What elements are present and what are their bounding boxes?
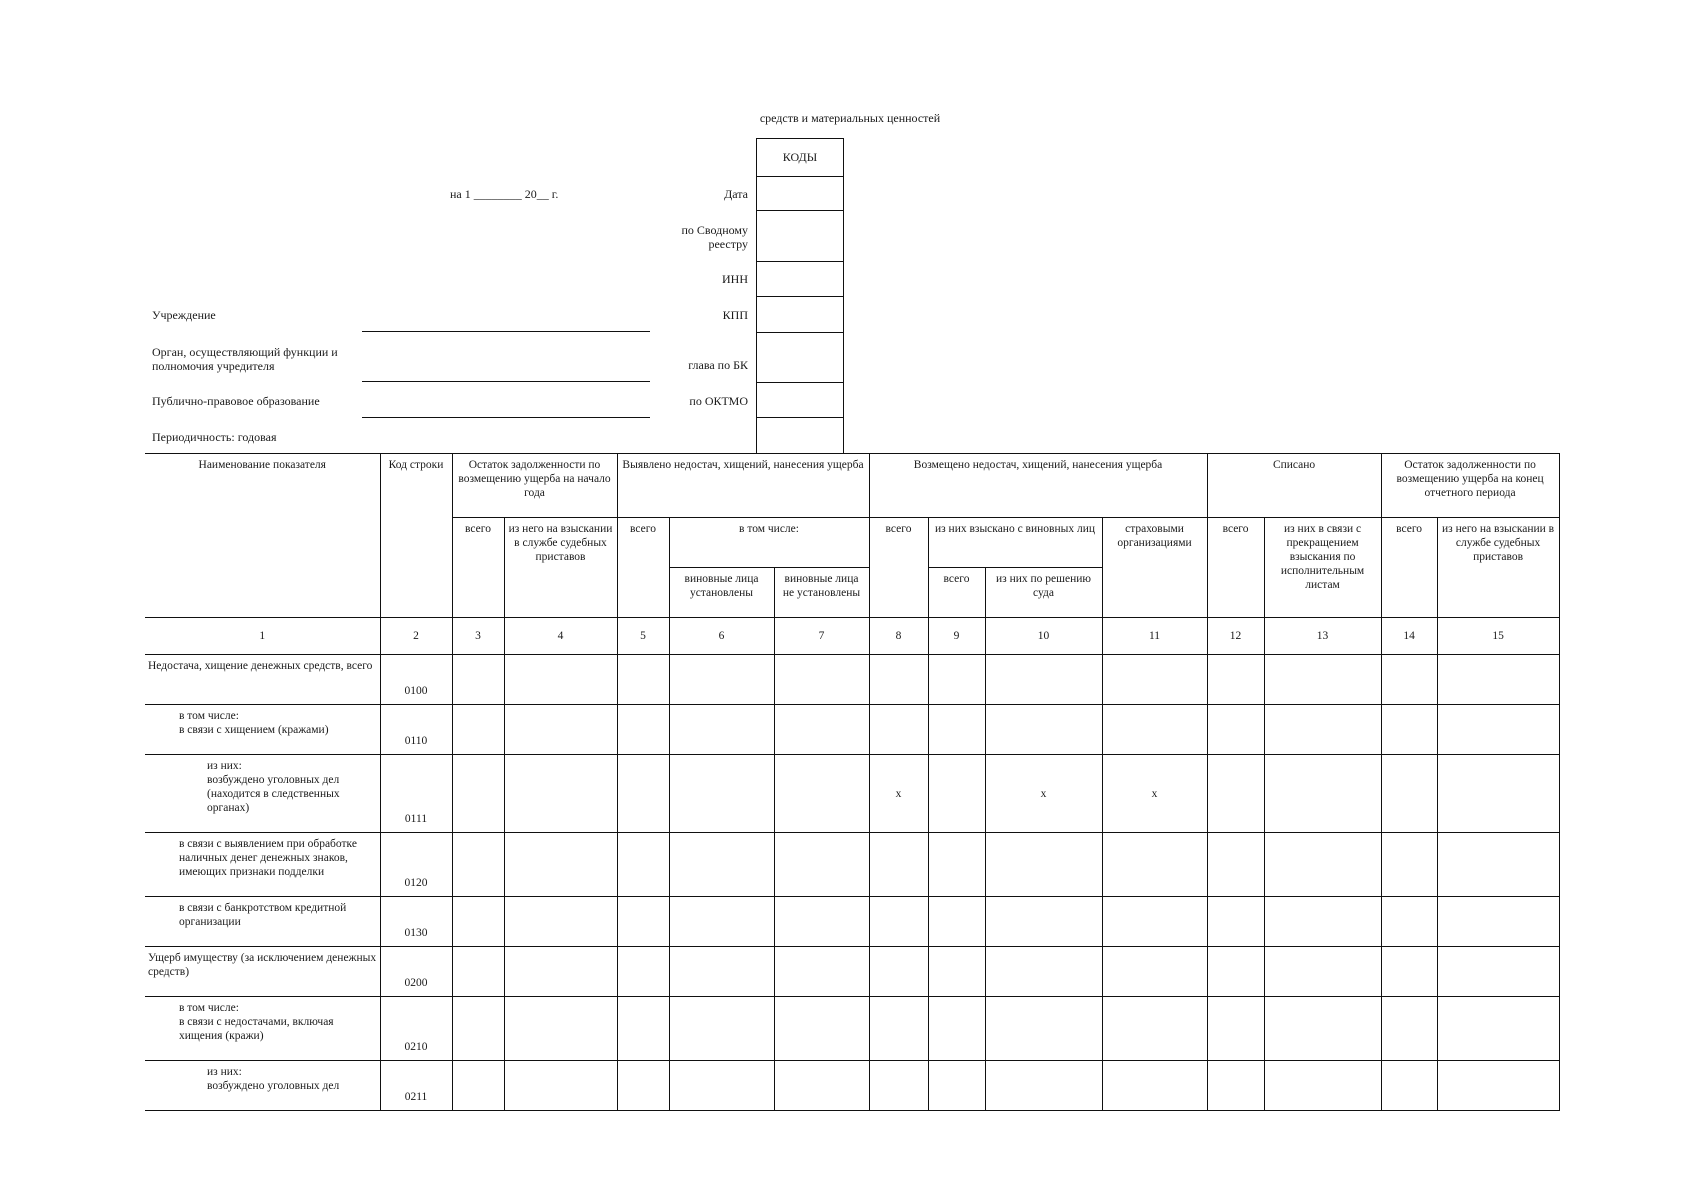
value-cell[interactable] (1381, 655, 1437, 705)
header-culprits-found: виновные лица установлены (669, 568, 774, 618)
row-code: 0200 (380, 947, 452, 997)
header-balance-start-bailiffs: из него на взыскании в службе судебных приставов (504, 518, 617, 618)
code-inn-field[interactable] (757, 262, 843, 297)
value-cell[interactable] (1207, 705, 1264, 755)
value-cell[interactable] (504, 755, 617, 833)
damage-report-table (145, 453, 1560, 1111)
value-cell[interactable] (869, 1061, 928, 1111)
codes-box (756, 138, 844, 454)
header-culprits-not-found: виновные лица не установлены (774, 568, 869, 618)
value-cell[interactable] (1381, 947, 1437, 997)
value-cell[interactable] (1437, 1061, 1559, 1111)
value-cell[interactable] (869, 897, 928, 947)
value-cell[interactable] (1102, 833, 1207, 897)
value-cell[interactable] (774, 947, 869, 997)
value-cell[interactable] (617, 655, 669, 705)
table-row (145, 705, 1559, 755)
value-cell[interactable] (617, 755, 669, 833)
value-cell[interactable] (774, 705, 869, 755)
value-cell[interactable] (1264, 755, 1381, 833)
header-compensated: Возмещено недостач, хищений, нанесения ущерба (869, 454, 1207, 518)
row-code: 0211 (380, 1061, 452, 1111)
header-written-off-total: всего (1207, 518, 1264, 618)
label-institution: Учреждение (152, 308, 216, 322)
label-registry-line1: по Сводному (681, 223, 748, 237)
row-name-line1: из них: (207, 1066, 242, 1078)
header-detected-including: в том числе: (669, 518, 869, 568)
column-number: 4 (504, 618, 617, 655)
value-cell[interactable] (1381, 997, 1437, 1061)
value-cell[interactable] (928, 1061, 985, 1111)
label-kpp: КПП (722, 308, 748, 322)
value-cell[interactable] (928, 947, 985, 997)
value-cell[interactable] (774, 755, 869, 833)
column-number: 13 (1264, 618, 1381, 655)
header-by-court: из них по решению суда (985, 568, 1102, 618)
column-number: 5 (617, 618, 669, 655)
value-cell[interactable] (1264, 1061, 1381, 1111)
value-cell[interactable] (1264, 705, 1381, 755)
value-cell[interactable] (1207, 833, 1264, 897)
row-code: 0120 (380, 833, 452, 897)
value-cell[interactable] (617, 997, 669, 1061)
value-cell[interactable] (869, 947, 928, 997)
value-cell[interactable] (1207, 1061, 1264, 1111)
table-row (145, 755, 1559, 833)
value-cell[interactable] (669, 997, 774, 1061)
header-name: Наименование показателя (145, 454, 380, 618)
row-code: 0100 (380, 655, 452, 705)
value-cell[interactable] (1381, 897, 1437, 947)
value-cell[interactable] (1437, 947, 1559, 997)
value-cell[interactable] (1381, 833, 1437, 897)
code-kpp-field[interactable] (757, 297, 843, 333)
row-name: в связи с банкротством кредитной организации (145, 897, 380, 947)
founder-line[interactable] (362, 381, 650, 382)
header-code: Код строки (380, 454, 452, 618)
value-cell[interactable] (452, 897, 504, 947)
header-from-culprits: из них взыскано с виновных лиц (928, 518, 1102, 568)
column-number: 11 (1102, 618, 1207, 655)
value-cell[interactable] (1102, 705, 1207, 755)
header-balance-end-total: всего (1381, 518, 1437, 618)
value-cell[interactable] (985, 1061, 1102, 1111)
value-cell[interactable] (617, 897, 669, 947)
value-cell[interactable] (774, 655, 869, 705)
value-cell[interactable] (452, 997, 504, 1061)
row-name-line2: возбуждено уголовных дел (207, 1080, 340, 1092)
value-cell[interactable] (669, 705, 774, 755)
value-cell[interactable] (669, 655, 774, 705)
value-cell[interactable] (774, 997, 869, 1061)
label-periodicity: Периодичность: годовая (152, 430, 277, 444)
header-balance-start-total: всего (452, 518, 504, 618)
label-registry-line2: реестру (708, 237, 748, 251)
value-cell[interactable] (669, 755, 774, 833)
column-number: 8 (869, 618, 928, 655)
value-cell[interactable] (504, 1061, 617, 1111)
value-cell[interactable] (1381, 755, 1437, 833)
row-name (145, 997, 380, 1061)
column-number: 14 (1381, 618, 1437, 655)
column-number: 1 (145, 618, 380, 655)
value-cell[interactable] (869, 997, 928, 1061)
label-public-entity: Публично-правовое образование (152, 394, 320, 408)
value-cell[interactable] (869, 833, 928, 897)
row-name-line1: в том числе: (179, 1002, 239, 1014)
column-number: 12 (1207, 618, 1264, 655)
row-name: Недостача, хищение денежных средств, всего (145, 655, 380, 705)
not-applicable-mark: x (1102, 755, 1207, 833)
label-founder (152, 345, 338, 373)
value-cell[interactable] (1437, 997, 1559, 1061)
value-cell[interactable] (985, 997, 1102, 1061)
value-cell[interactable] (452, 705, 504, 755)
value-cell[interactable] (452, 1061, 504, 1111)
column-number: 3 (452, 618, 504, 655)
not-applicable-mark: x (869, 755, 928, 833)
value-cell[interactable] (617, 705, 669, 755)
label-date: Дата (724, 187, 748, 201)
value-cell[interactable] (1437, 655, 1559, 705)
table-row (145, 947, 1559, 997)
value-cell[interactable] (928, 997, 985, 1061)
row-name: Ущерб имуществу (за исключением денежных средств) (145, 947, 380, 997)
row-name-line1: из них: (207, 760, 242, 772)
code-date-field[interactable] (757, 177, 843, 211)
row-name (145, 1061, 380, 1111)
code-registry-field[interactable] (757, 211, 843, 262)
value-cell[interactable] (1102, 997, 1207, 1061)
value-cell[interactable] (669, 833, 774, 897)
row-name-line1: в том числе: (179, 710, 239, 722)
column-number: 6 (669, 618, 774, 655)
value-cell[interactable] (774, 1061, 869, 1111)
header-written-off: Списано (1207, 454, 1381, 518)
value-cell[interactable] (1381, 705, 1437, 755)
value-cell[interactable] (504, 655, 617, 705)
value-cell[interactable] (1381, 1061, 1437, 1111)
code-oktmo-field[interactable] (757, 383, 843, 418)
table-row (145, 897, 1559, 947)
table-row (145, 997, 1559, 1061)
header-insurers: страховыми организациями (1102, 518, 1207, 618)
value-cell[interactable] (669, 947, 774, 997)
header-terminated: из них в связи с прекращением взыскания по исполнительным листам (1264, 518, 1381, 618)
column-number: 2 (380, 618, 452, 655)
value-cell[interactable] (1207, 997, 1264, 1061)
code-extra-field[interactable] (757, 418, 843, 454)
value-cell[interactable] (452, 755, 504, 833)
value-cell[interactable] (452, 655, 504, 705)
value-cell[interactable] (1102, 897, 1207, 947)
column-number: 9 (928, 618, 985, 655)
value-cell[interactable] (928, 897, 985, 947)
value-cell[interactable] (504, 897, 617, 947)
value-cell[interactable] (1207, 897, 1264, 947)
value-cell[interactable] (1102, 1061, 1207, 1111)
table-row (145, 655, 1559, 705)
value-cell[interactable] (452, 833, 504, 897)
value-cell[interactable] (617, 947, 669, 997)
form-subtitle: средств и материальных ценностей (759, 111, 941, 125)
header-detected: Выявлено недостач, хищений, нанесения ущерба (617, 454, 869, 518)
header-compensated-total: всего (869, 518, 928, 618)
public-entity-line[interactable] (362, 417, 650, 418)
column-number: 15 (1437, 618, 1559, 655)
table-row (145, 1061, 1559, 1111)
value-cell[interactable] (869, 655, 928, 705)
row-code: 0210 (380, 997, 452, 1061)
label-inn: ИНН (722, 272, 748, 286)
value-cell[interactable] (985, 897, 1102, 947)
value-cell[interactable] (1437, 705, 1559, 755)
row-name-line2: возбуждено уголовных дел (находится в следственных органах) (207, 774, 340, 814)
value-cell[interactable] (504, 833, 617, 897)
value-cell[interactable] (1437, 833, 1559, 897)
value-cell[interactable] (1264, 833, 1381, 897)
value-cell[interactable] (504, 705, 617, 755)
value-cell[interactable] (774, 897, 869, 947)
value-cell[interactable] (985, 705, 1102, 755)
value-cell[interactable] (1207, 655, 1264, 705)
value-cell[interactable] (1264, 947, 1381, 997)
not-applicable-mark: x (985, 755, 1102, 833)
value-cell[interactable] (452, 947, 504, 997)
value-cell[interactable] (669, 897, 774, 947)
header-balance-end: Остаток задолженности по возмещению ущерба на конец отчетного периода (1381, 454, 1559, 518)
row-code: 0110 (380, 705, 452, 755)
value-cell[interactable] (985, 833, 1102, 897)
column-numbers-row (145, 618, 1559, 655)
table-row (145, 833, 1559, 897)
value-cell[interactable] (774, 833, 869, 897)
value-cell[interactable] (1207, 947, 1264, 997)
value-cell[interactable] (1102, 655, 1207, 705)
label-oktmo: по ОКТМО (689, 394, 748, 408)
value-cell[interactable] (928, 833, 985, 897)
report-date-line: на 1 ________ 20__ г. (450, 187, 559, 201)
row-name (145, 755, 380, 833)
row-name: в связи с выявлением при обработке наличных денег денежных знаков, имеющих признаки подделки (145, 833, 380, 897)
row-code: 0111 (380, 755, 452, 833)
header-balance-end-bailiffs: из него на взыскании в службе судебных приставов (1437, 518, 1559, 618)
value-cell[interactable] (1264, 897, 1381, 947)
header-detected-total: всего (617, 518, 669, 618)
value-cell[interactable] (869, 705, 928, 755)
column-number: 7 (774, 618, 869, 655)
value-cell[interactable] (985, 947, 1102, 997)
value-cell[interactable] (1437, 897, 1559, 947)
label-founder-line2: полномочия учредителя (152, 359, 275, 373)
value-cell[interactable] (985, 655, 1102, 705)
code-glava-field[interactable] (757, 333, 843, 383)
row-name (145, 705, 380, 755)
value-cell[interactable] (1264, 655, 1381, 705)
value-cell[interactable] (1102, 947, 1207, 997)
codes-head: КОДЫ (757, 139, 843, 177)
label-founder-line1: Орган, осуществляющий функции и (152, 345, 338, 359)
row-name-line2: в связи с недостачами, включая хищения (кражи) (179, 1016, 334, 1042)
column-number: 10 (985, 618, 1102, 655)
value-cell[interactable] (617, 1061, 669, 1111)
value-cell[interactable] (928, 655, 985, 705)
value-cell[interactable] (504, 947, 617, 997)
value-cell[interactable] (1207, 755, 1264, 833)
value-cell[interactable] (928, 705, 985, 755)
value-cell[interactable] (669, 1061, 774, 1111)
value-cell[interactable] (1264, 997, 1381, 1061)
value-cell[interactable] (617, 833, 669, 897)
header-culprits-total: всего (928, 568, 985, 618)
label-registry (600, 223, 748, 251)
row-code: 0130 (380, 897, 452, 947)
value-cell[interactable] (1437, 755, 1559, 833)
label-glava-bk: глава по БК (688, 358, 748, 372)
row-name-line2: в связи с хищением (кражами) (179, 724, 329, 736)
institution-line[interactable] (362, 331, 650, 332)
header-balance-start: Остаток задолженности по возмещению ущерба на начало года (452, 454, 617, 518)
value-cell[interactable] (504, 997, 617, 1061)
value-cell[interactable] (928, 755, 985, 833)
